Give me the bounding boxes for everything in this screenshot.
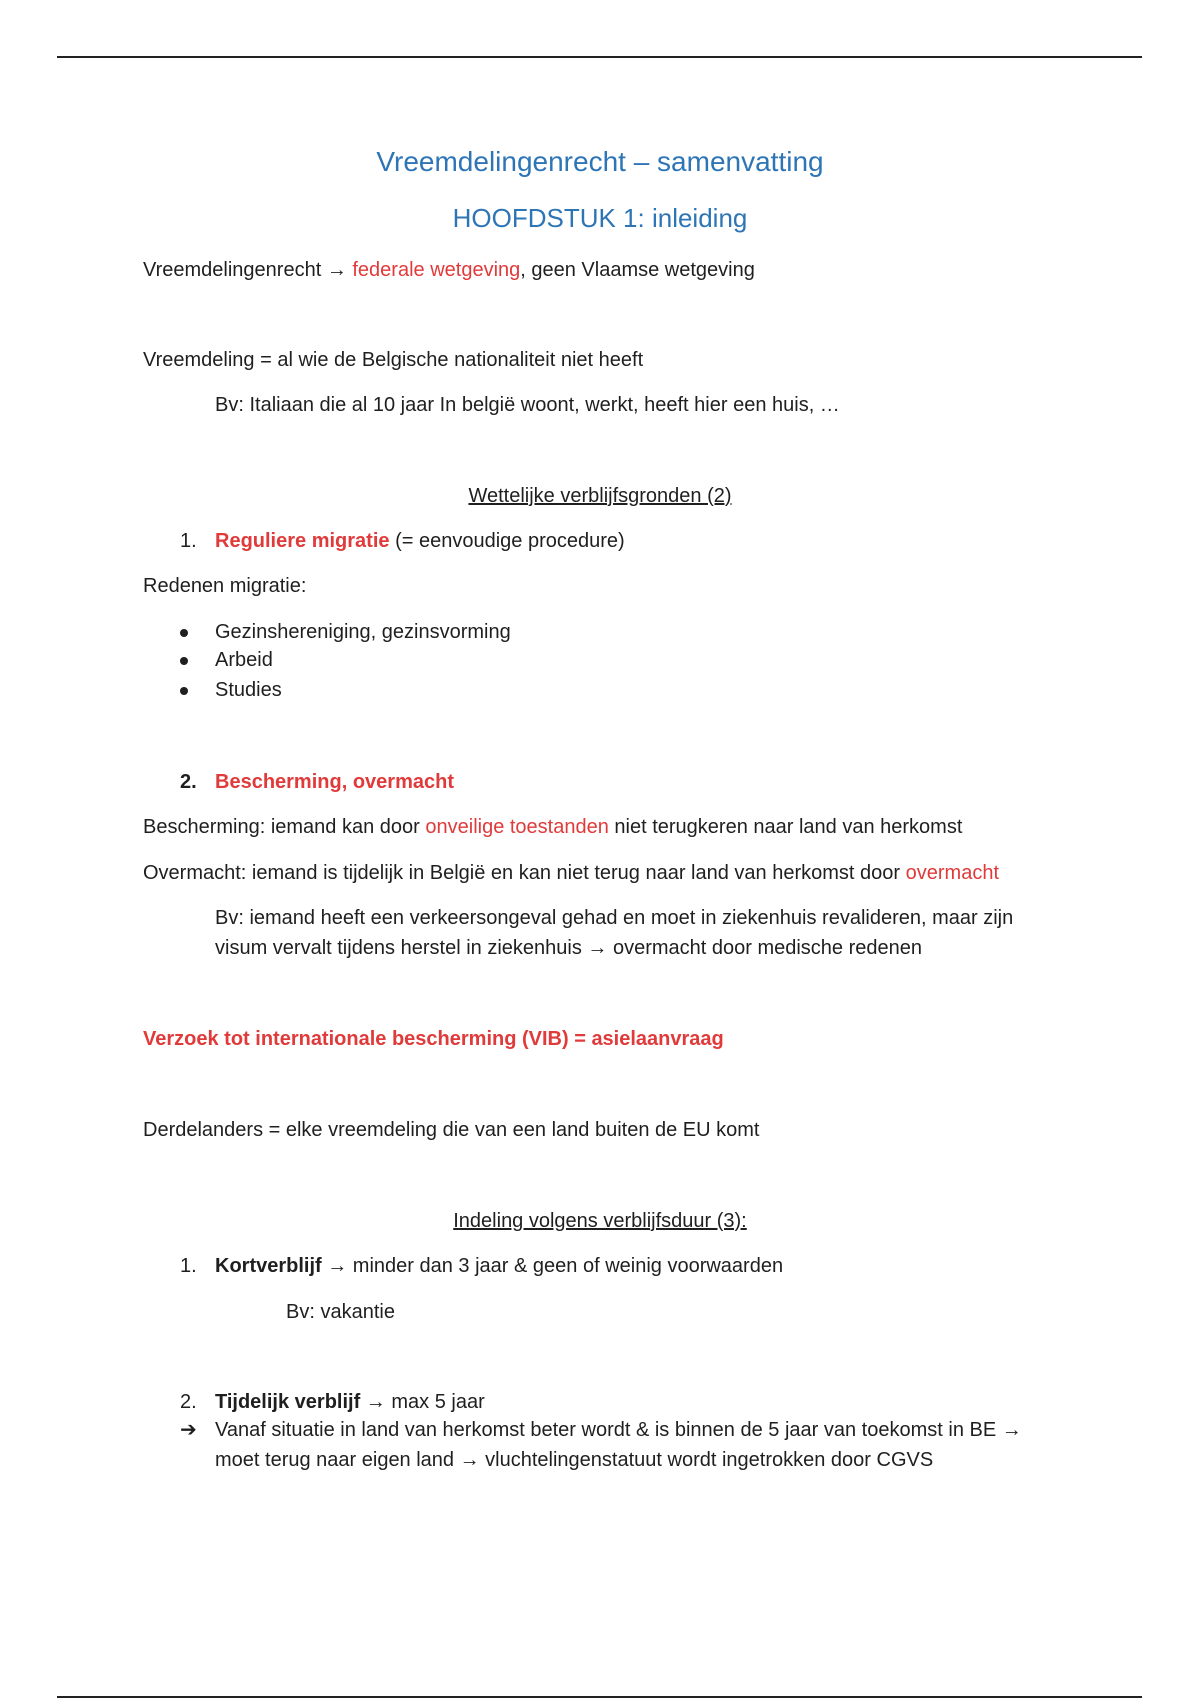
sub-item-line1: Vanaf situatie in land van herkomst beter wordt & is binnen de 5 jaar van toekomst in BE →	[215, 1419, 1022, 1441]
list-item: Studies	[215, 679, 282, 701]
highlight-regular-migration: Reguliere migratie	[215, 530, 390, 552]
chapter-heading: HOOFDSTUK 1: inleiding	[452, 203, 748, 233]
highlight-federal: federale wetgeving	[352, 259, 521, 281]
list-number-2: 2.	[180, 771, 197, 793]
list-item-regular-migration: Reguliere migratie (= eenvoudige procedure)	[215, 530, 625, 552]
arrow-icon: →	[1001, 1419, 1022, 1441]
heading-duration: Indeling volgens verblijfsduur (3):	[453, 1210, 747, 1232]
paragraph-definition: Vreemdeling = al wie de Belgische nationaliteit niet heeft	[143, 349, 644, 371]
list-number-1: 1.	[180, 1255, 197, 1277]
paragraph-federal: Vreemdelingenrecht → federale wetgeving, geen Vlaamse wetgeving	[143, 259, 755, 281]
list-number-1: 1.	[180, 530, 197, 552]
highlight-force-majeure: overmacht	[905, 862, 999, 884]
bullet-icon	[180, 629, 188, 637]
highlight-unsafe: onveilige toestanden	[425, 816, 609, 838]
list-item: Arbeid	[215, 649, 273, 671]
paragraph-vib: Verzoek tot internationale bescherming (VIB) = asielaanvraag	[143, 1028, 724, 1050]
bullet-icon	[180, 657, 188, 665]
document-title: Vreemdelingenrecht – samenvatting	[376, 146, 824, 177]
arrow-icon: →	[327, 1255, 348, 1277]
reasons-label: Redenen migratie:	[143, 575, 307, 597]
sub-item-line2: moet terug naar eigen land → vluchtelingenstatuut wordt ingetrokken door CGVS	[215, 1449, 934, 1471]
arrow-bullet-icon: ➔	[180, 1419, 197, 1441]
heading-legal-grounds: Wettelijke verblijfsgronden (2)	[468, 485, 732, 507]
text-segment: Vreemdelingenrecht	[143, 259, 327, 281]
example-vacation: Bv: vakantie	[286, 1301, 395, 1323]
list-item-protection: Bescherming, overmacht	[215, 771, 454, 793]
arrow-icon: →	[587, 937, 608, 959]
list-item: Gezinshereniging, gezinsvorming	[215, 621, 511, 643]
example-accident-line1: Bv: iemand heeft een verkeersongeval gehad en moet in ziekenhuis revalideren, maar zijn	[215, 907, 1014, 929]
arrow-icon: →	[326, 259, 347, 281]
bullet-icon	[180, 687, 188, 695]
paragraph-third-country: Derdelanders = elke vreemdeling die van een land buiten de EU komt	[143, 1119, 760, 1141]
example-accident-line2: visum vervalt tijdens herstel in ziekenhuis → overmacht door medische redenen	[215, 937, 923, 959]
arrow-icon: →	[365, 1391, 386, 1413]
example-italian: Bv: Italiaan die al 10 jaar In belgië woont, werkt, heeft hier een huis, …	[215, 394, 840, 416]
list-item-short-stay: Kortverblijf → minder dan 3 jaar & geen of weinig voorwaarden	[215, 1255, 784, 1277]
list-number-2: 2.	[180, 1391, 197, 1413]
page-bottom-rule	[57, 1696, 1142, 1698]
list-item-temporary-stay: Tijdelijk verblijf → max 5 jaar	[215, 1391, 485, 1413]
paragraph-protection: Bescherming: iemand kan door onveilige toestanden niet terugkeren naar land van herkomst	[143, 816, 963, 838]
paragraph-force-majeure: Overmacht: iemand is tijdelijk in België en kan niet terug naar land van herkomst door overmacht	[143, 862, 999, 884]
arrow-icon: →	[459, 1449, 480, 1471]
page-top-rule	[57, 56, 1142, 58]
